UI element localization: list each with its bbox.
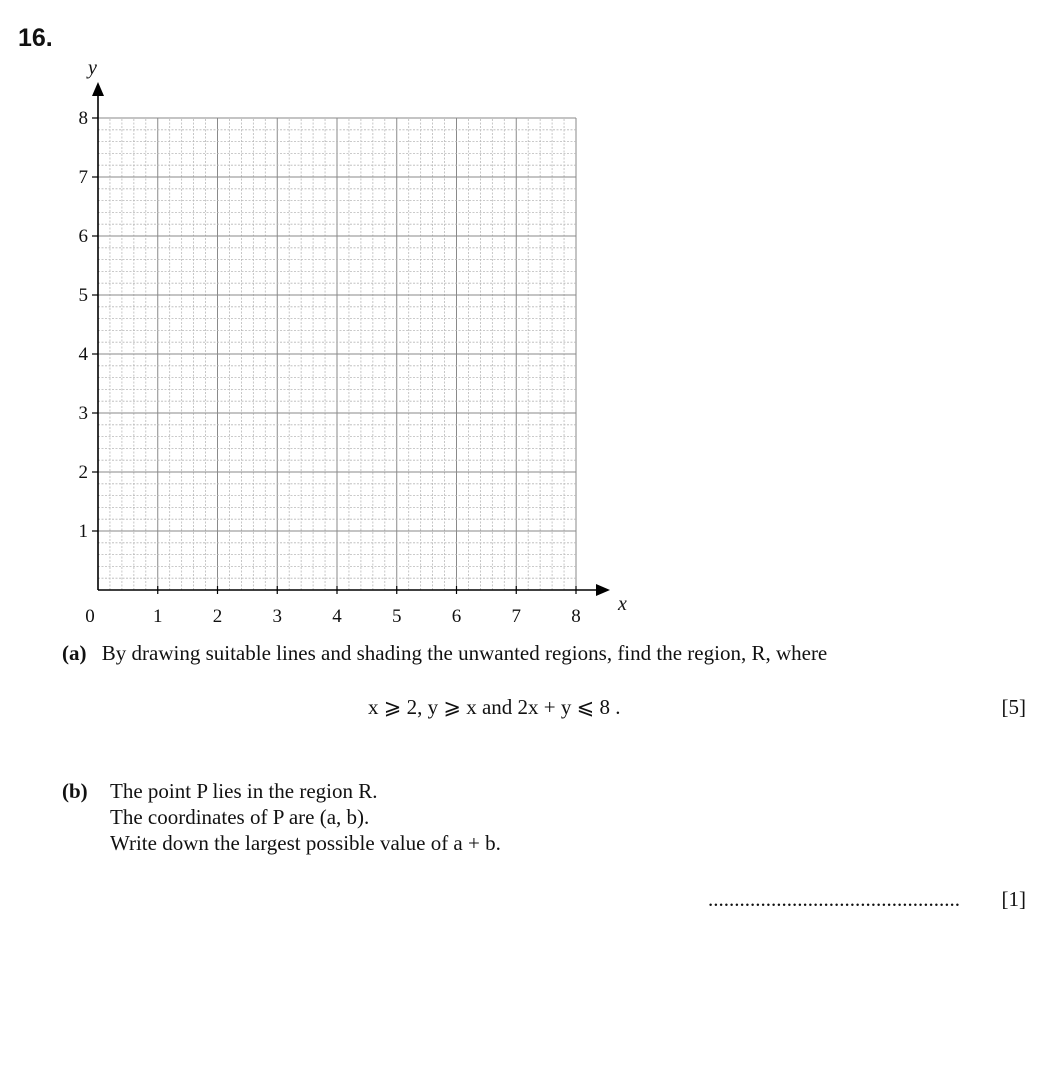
x-tick-label: 3	[272, 606, 282, 627]
y-tick-label: 6	[78, 226, 88, 247]
y-tick-label: 1	[78, 521, 88, 542]
x-tick-label: 7	[511, 606, 521, 627]
grid-lines	[98, 118, 576, 590]
part-a-label: (a)	[62, 641, 87, 665]
y-tick-label: 3	[78, 403, 88, 424]
part-b-marks: [1]	[1001, 887, 1026, 911]
tick-marks	[92, 118, 576, 594]
x-tick-label: 5	[392, 606, 402, 627]
y-axis-arrow	[92, 82, 104, 96]
y-axis-label: y	[88, 57, 97, 79]
y-tick-label: 4	[78, 344, 88, 365]
y-tick-label: 8	[78, 108, 88, 129]
part-a-question	[62, 640, 827, 666]
part-b-line-3: Write down the largest possible value of a + b.	[110, 831, 501, 855]
x-tick-label: 1	[153, 606, 163, 627]
x-axis-label: x	[618, 593, 627, 615]
x-tick-label: 8	[571, 606, 581, 627]
x-tick-label: 2	[212, 606, 223, 627]
part-a-text: By drawing suitable lines and shading the unwanted regions, find the region, R, where	[101, 641, 828, 665]
tick-labels	[79, 57, 628, 627]
part-b-line-1: The point P lies in the region R.	[110, 779, 378, 803]
part-a-marks: [5]	[1001, 695, 1026, 719]
part-b-label: (b)	[62, 779, 88, 803]
part-b-line-2: The coordinates of P are (a, b).	[110, 805, 370, 829]
y-tick-label: 7	[78, 167, 88, 188]
x-tick-label: 4	[332, 606, 342, 627]
y-tick-label: 5	[78, 285, 88, 306]
y-tick-label: 2	[78, 462, 88, 483]
answer-line[interactable]: ................................................	[708, 887, 960, 911]
x-tick-label: 6	[451, 606, 462, 627]
x-axis-arrow	[596, 584, 610, 596]
inequalities: x ⩾ 2, y ⩾ x and 2x + y ⩽ 8 .	[368, 695, 621, 719]
x-tick-label: 0	[85, 606, 95, 627]
question-number: 16.	[18, 24, 53, 52]
